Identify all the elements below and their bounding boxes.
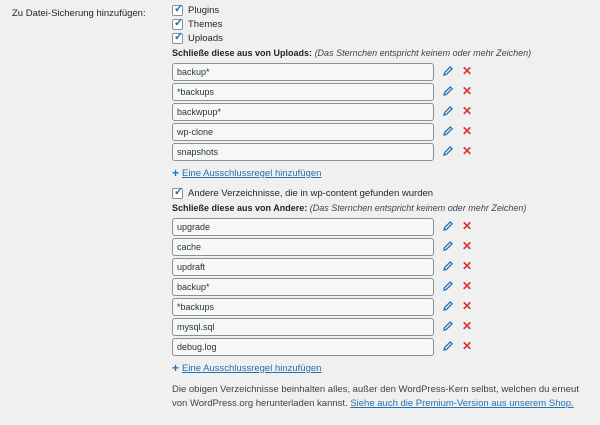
close-icon[interactable]: ✕	[462, 319, 473, 333]
checkmark-icon: ✓	[174, 16, 184, 29]
add-exclusion-label[interactable]: Eine Ausschlussregel hinzufügen	[182, 167, 322, 179]
checkbox-label: Andere Verzeichnisse, die in wp-content gefunden wurden	[188, 187, 434, 199]
checkbox-plugins[interactable]	[172, 3, 219, 17]
checkbox-box[interactable]	[172, 16, 184, 30]
checkmark-icon: ✓	[174, 30, 184, 43]
premium-link[interactable]: Siehe auch die Premium-Version aus unserem Shop.	[350, 398, 574, 409]
pencil-icon[interactable]	[442, 240, 454, 252]
pencil-icon[interactable]	[442, 145, 454, 157]
exclude-input[interactable]	[172, 278, 434, 296]
exclude-input[interactable]	[172, 298, 434, 316]
checkbox-others[interactable]	[172, 186, 433, 200]
pencil-icon[interactable]	[442, 125, 454, 137]
checkbox-label: Themes	[188, 18, 223, 30]
add-exclusion-label[interactable]: Eine Ausschlussregel hinzufügen	[182, 362, 322, 374]
exclude-input[interactable]	[172, 318, 434, 336]
exclude-input[interactable]	[172, 258, 434, 276]
exclude-input[interactable]	[172, 218, 434, 236]
checkbox-box[interactable]	[172, 30, 184, 44]
pencil-icon[interactable]	[442, 105, 454, 117]
exclude-input[interactable]	[172, 103, 434, 121]
heading-hint: (Das Sternchen entspricht keinem oder mehr Zeichen)	[309, 203, 527, 213]
pencil-icon[interactable]	[442, 220, 454, 232]
note-text: Die obigen Verzeichnisse beinhalten alles, außer den WordPress-Kern selbst, welchen du erneut von WordPress.org herunterladen kannst.	[172, 384, 579, 409]
close-icon[interactable]: ✕	[462, 84, 473, 98]
close-icon[interactable]: ✕	[462, 219, 473, 233]
uploads-add-exclusion-link[interactable]	[172, 166, 321, 180]
close-icon[interactable]: ✕	[462, 104, 473, 118]
pencil-icon[interactable]	[442, 280, 454, 292]
field-label: Zu Datei-Sicherung hinzufügen:	[12, 8, 146, 19]
checkbox-uploads[interactable]	[172, 31, 223, 45]
pencil-icon[interactable]	[442, 320, 454, 332]
exclude-input[interactable]	[172, 83, 434, 101]
checkbox-label: Plugins	[188, 4, 220, 16]
exclude-input[interactable]	[172, 238, 434, 256]
checkmark-icon: ✓	[174, 2, 184, 15]
heading-hint: (Das Sternchen entspricht keinem oder mehr Zeichen)	[314, 48, 532, 58]
others-add-exclusion-link[interactable]	[172, 361, 321, 375]
checkbox-label: Uploads	[188, 32, 223, 44]
close-icon[interactable]: ✕	[462, 339, 473, 353]
checkbox-box[interactable]	[172, 185, 184, 199]
pencil-icon[interactable]	[442, 85, 454, 97]
pencil-icon[interactable]	[442, 300, 454, 312]
pencil-icon[interactable]	[442, 260, 454, 272]
close-icon[interactable]: ✕	[462, 144, 473, 158]
pencil-icon[interactable]	[442, 65, 454, 77]
plus-icon: +	[172, 166, 180, 180]
heading-bold: Schließe diese aus von Uploads:	[172, 48, 313, 58]
close-icon[interactable]: ✕	[462, 124, 473, 138]
close-icon[interactable]: ✕	[462, 64, 473, 78]
heading-bold: Schließe diese aus von Andere:	[172, 203, 308, 213]
plus-icon: +	[172, 361, 180, 375]
close-icon[interactable]: ✕	[462, 299, 473, 313]
checkbox-box[interactable]	[172, 2, 184, 16]
checkmark-icon: ✓	[174, 185, 184, 198]
close-icon[interactable]: ✕	[462, 279, 473, 293]
exclude-input[interactable]	[172, 338, 434, 356]
directories-note	[172, 383, 592, 411]
checkbox-themes[interactable]	[172, 17, 222, 31]
others-exclude-heading	[172, 203, 526, 213]
close-icon[interactable]: ✕	[462, 239, 473, 253]
exclude-input[interactable]	[172, 143, 434, 161]
close-icon[interactable]: ✕	[462, 259, 473, 273]
exclude-input[interactable]	[172, 123, 434, 141]
pencil-icon[interactable]	[442, 340, 454, 352]
uploads-exclude-heading	[172, 48, 531, 58]
exclude-input[interactable]	[172, 63, 434, 81]
